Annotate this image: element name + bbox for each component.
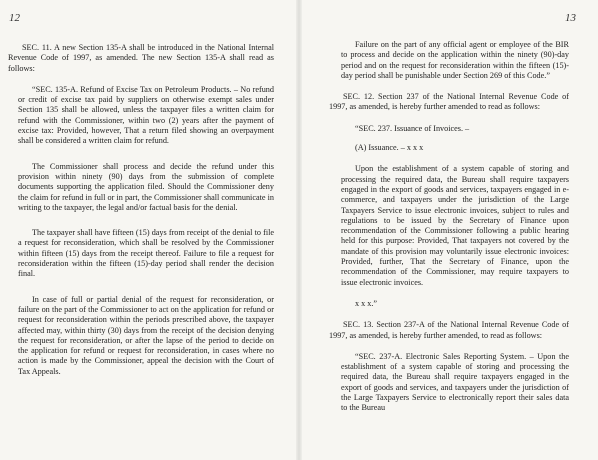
paragraph-sec-12: SEC. 12. Section 237 of the National Internal Revenue Code of 1997, as amended, is hereby further amended to read as follows:: [329, 92, 569, 112]
page-number: 13: [565, 12, 576, 24]
heading-issuance-a: (A) Issuance. – x x x: [355, 143, 424, 153]
paragraph-sec-11: SEC. 11. A new Section 135-A shall be introduced in the National Internal Revenue Code of 1997, as amended. The new Section 135-A shall read as follows:: [8, 43, 274, 73]
paragraph-electronic-invoices: Upon the establishment of a system capable of storing and processing the required data, the Bureau shall require taxpayers engaged in the export of goods and services, taxpayers engaged in e-commerce, and taxpayers under the jurisdiction of the Large Taxpayers Service to issue electronic invoices, subject to rules and regulations to be issued by the Secretary of Finance upon recommendation of the Commissioner following a public hearing held for this purpose: Provided, That taxpayers not covered by the mandate of this provision may voluntarily issue electronic invoices: Provided, further, That the Secretary of Finance, upon the recommendation of the Commissioner, may require taxpayers to issue electronic invoices.: [341, 164, 569, 287]
left-text-column: [8, 43, 274, 377]
paragraph-xxx: x x x.”: [355, 298, 378, 308]
paragraph-135a-refund: “SEC. 135-A. Refund of Excise Tax on Petroleum Products. – No refund or credit of excise tax paid by suppliers on otherwise exempt sales under Section 135 shall be allowed, unless the taxpayer files a written claim for refund with the Commissioner, within two (2) years after the payment of excise tax: Provided, however, That a return filed showing an overpayment shall be considered a written claim for refund.: [18, 84, 274, 146]
right-page: [299, 0, 598, 460]
quote-sec-135a: [8, 85, 274, 377]
paragraph-sec-13: SEC. 13. Section 237-A of the National Internal Revenue Code of 1997, as amended, is hereby further amended, to read as follows:: [329, 320, 569, 340]
page-number: 12: [9, 12, 20, 24]
paragraph-sec-237a: “SEC. 237-A. Electronic Sales Reporting System. – Upon the establishment of a system capable of storing and processing the required data, the Bureau shall require taxpayers engaged in the export of goods and services, and taxpayers under the jurisdiction of the Large Taxpayers Service to electronically report their sales data to the Bureau: [341, 351, 569, 413]
heading-sec-237: “SEC. 237. Issuance of Invoices. –: [355, 123, 470, 133]
right-text-column: [329, 40, 569, 414]
paragraph-commissioner-process: The Commissioner shall process and decide the refund under this provision within ninety (90) days from the submission of complete documents supporting the application filed. Should the Commissioner deny the claim for refund in full or in part, the Commissioner shall communicate in writing to the taxpayer, the legal and/or factual basis for the denial.: [18, 161, 274, 212]
paragraph-failure-penalty: Failure on the part of any official agent or employee of the BIR to process and decide on the application within the ninety (90)-day period and on the request for reconsideration within the fifteen (15)-day period shall be punishable under Section 269 of this Code.”: [341, 40, 569, 80]
paragraph-reconsideration: The taxpayer shall have fifteen (15) days from receipt of the denial to file a request for reconsideration, which shall be resolved by the Commissioner within fifteen (15) days from the receipt thereof. Failure to file a request for reconsideration within the fifteen (15)-day period shall render the decision final.: [18, 228, 274, 279]
paragraph-appeal: In case of full or partial denial of the request for reconsideration, or failure on the part of the Commissioner to act on the application for refund or request for reconsideration within the periods prescribed above, the taxpayer affected may, within thirty (30) days from the receipt of the decision denying the request for reconsideration, or after the lapse of the period to decide on the application for refund or request for reconsideration, in cases where no action is made by the Commissioner, appeal the decision with the Court of Tax Appeals.: [18, 294, 274, 376]
